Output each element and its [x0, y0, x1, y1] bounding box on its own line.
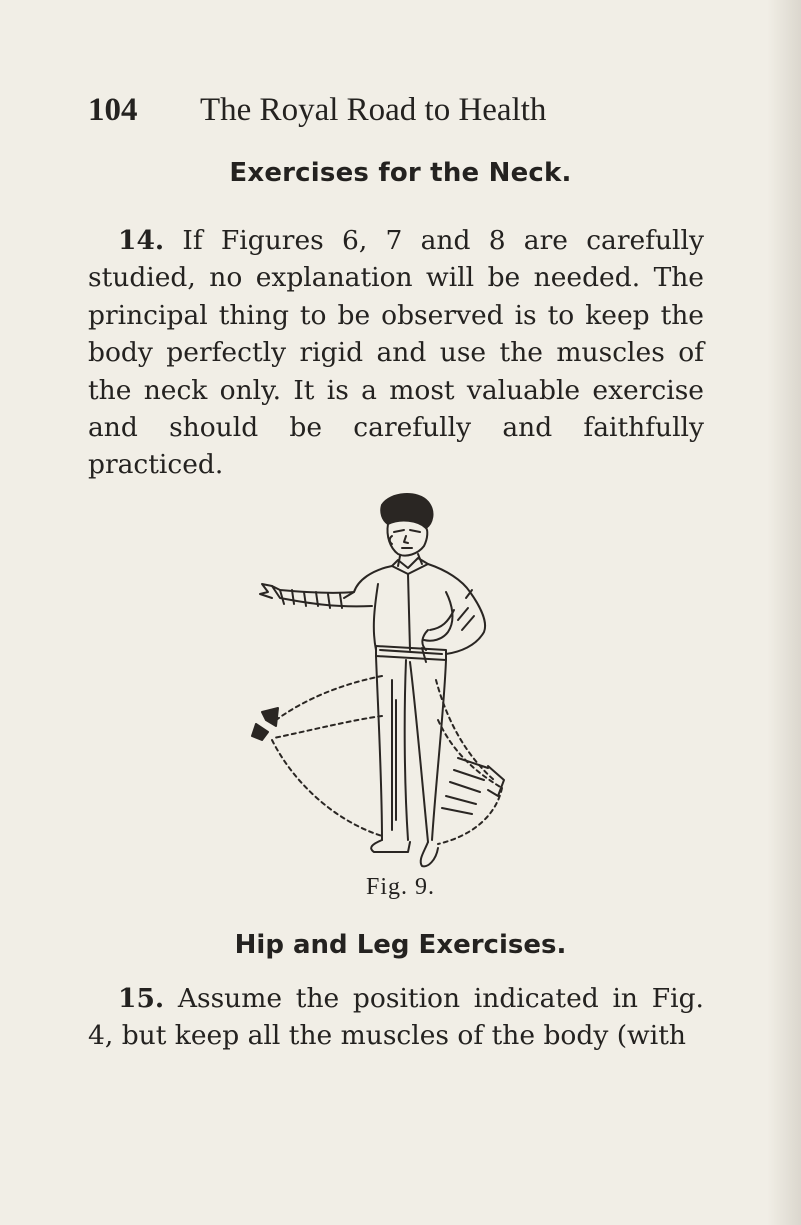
figure-illustration: [232, 480, 532, 880]
paragraph-text: If Figures 6, 7 and 8 are carefully studied, no explanation will be needed. The principal thing to be observed is to keep the body perfectly rigid and use the muscles of the neck only. It is a most valuable exercise and should be carefully and faithfully practiced.: [88, 225, 704, 481]
section-heading-neck: Exercises for the Neck.: [229, 158, 572, 188]
paragraph-number: 14.: [118, 225, 165, 256]
running-title: The Royal Road to Health: [200, 92, 547, 128]
paragraph-15: [88, 980, 704, 1055]
paragraph-text: Assume the position indicated in Fig. 4, but keep all the muscles of the body (with: [88, 983, 704, 1052]
running-header: [88, 92, 588, 132]
section-heading-hip-leg: Hip and Leg Exercises.: [234, 930, 567, 960]
figure-caption: Fig. 9.: [365, 874, 435, 900]
paragraph-number: 15.: [118, 983, 165, 1014]
figure-man-leg-swing-drawing: [232, 480, 532, 880]
paragraph-14: [88, 222, 704, 484]
page-number: 104: [88, 92, 138, 128]
